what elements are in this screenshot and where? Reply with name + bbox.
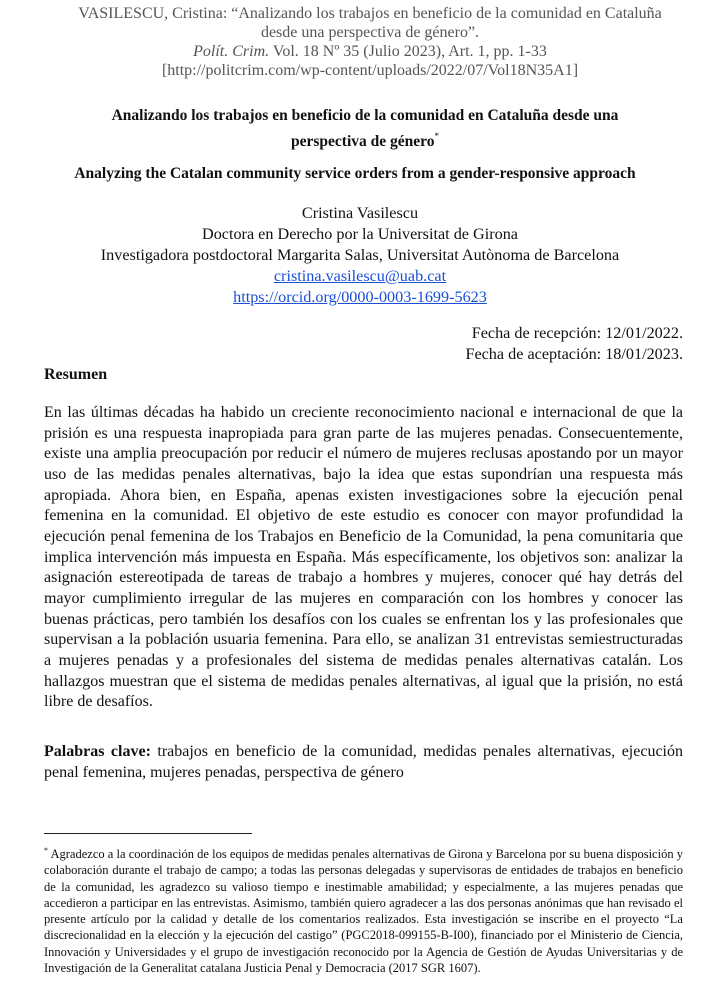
submission-dates <box>283 323 683 365</box>
header-citation-line-2: desde una perspectiva de género”. <box>260 24 480 41</box>
header-citation-line-1: VASILESCU, Cristina: “Analizando los trabajos en beneficio de la comunidad en Cataluña <box>78 5 662 22</box>
footnote-marker[interactable]: * <box>434 131 439 141</box>
date-received: Fecha de recepción: 12/01/2022. <box>471 324 683 342</box>
date-accepted: Fecha de aceptación: 18/01/2023. <box>465 345 683 363</box>
header-citation-line-3 <box>60 42 680 61</box>
footnote-text: Agradezco a la coordinación de los equipos de medidas penales alternativas de Girona y Barcelona por su buena disposición y colaboración durante el trabajo de campo; a todas las personas delegadas y supervisoras de entidades de trabajos en beneficio de la comunidad, les agradezco su valioso tiempo e inestimable amabilidad; y especialmente, a las mujeres penadas que accedieron a participar en las entrevistas. Asimismo, también quiero agradecer a las dos personas anónimas que han revisado el presente artículo por la calidad y detalle de los comentarios realizados. Esta investigación se inscribe en el proyecto “La discrecionalidad en la elección y la ejecución del castigo” (PGC2018-099155-B-I00), financiado por el Ministerio de Ciencia, Innovación y Universidades y el grupo de investigación reconocido por la Agencia de Gestión de Ayudas Universitarias y de Investigación de la Generalitat catalana Justicia Penal y Democracia (2017 SGR 1607). <box>44 847 683 976</box>
footnote-mark: * <box>44 846 48 855</box>
author-position: Investigadora postdoctoral Margarita Salas, Universitat Autònoma de Barcelona <box>100 246 620 264</box>
running-header <box>60 4 680 80</box>
abstract-heading: Resumen <box>44 366 108 383</box>
author-email-link[interactable]: cristina.vasilescu@uab.cat <box>273 267 447 285</box>
journal-name: Polít. Crim. <box>193 43 270 60</box>
abstract-text: En las últimas décadas ha habido un creciente reconocimiento nacional e internacional de que la prisión es una respuesta inapropiada para gran parte de las mujeres penadas. Consecuentemente, existe una amplia preocupación por reducir el número de mujeres reclusas apostando por un mayor uso de las medidas penales alternativas, bajo la idea que estas supondrían una respuesta más apropiada. Ahora bien, en España, apenas existen investigaciones sobre la ejecución penal femenina en la comunidad. El objetivo de este estudio es conocer con mayor profundidad la ejecución penal femenina de los Trabajos en Beneficio de la Comunidad, la pena comunitaria que implica intervención más impuesta en España. Más específicamente, los objetivos son: analizar la asignación estereotipada de tareas de trabajo a hombres y mujeres, conocer qué hay detrás del mayor cumplimiento irregular de las mujeres en comparación con los hombres y conocer las buenas prácticas, pero también los desafíos con los cuales se enfrentan los y las profesionales que supervisan a la población usuaria femenina. Para ello, se analizan 31 entrevistas semiestructuradas a mujeres penadas y a profesionales del sistema de medidas penales alternativas catalán. Los hallazgos muestran que el sistema de medidas penales alternativas, al igual que la prisión, no está libre de desafíos. <box>44 404 683 711</box>
footnote <box>44 843 683 976</box>
title-spanish-line-2: perspectiva de género <box>291 133 435 150</box>
footnote-separator <box>44 833 252 834</box>
keywords-text: trabajos en beneficio de la comunidad, medidas penales alternativas, ejecución penal femenina, mujeres penadas, perspectiva de género <box>44 743 684 781</box>
header-url: [http://politcrim.com/wp-content/uploads/2022/07/Vol18N35A1] <box>161 62 579 79</box>
author-name: Cristina Vasilescu <box>301 204 419 222</box>
keywords <box>44 742 683 783</box>
title-spanish <box>60 106 670 152</box>
journal-volume-info: Vol. 18 Nº 35 (Julio 2023), Art. 1, pp. 1-33 <box>269 43 547 60</box>
author-block <box>40 203 680 308</box>
title-english: Analyzing the Catalan community service orders from a gender-responsive approach <box>74 165 636 182</box>
author-orcid-link[interactable]: https://orcid.org/0000-0003-1699-5623 <box>233 288 487 306</box>
title-spanish-line-1: Analizando los trabajos en beneficio de la comunidad en Cataluña desde una <box>111 107 619 124</box>
keywords-label: Palabras clave: <box>44 743 151 760</box>
author-degree: Doctora en Derecho por la Universitat de Girona <box>202 225 518 243</box>
